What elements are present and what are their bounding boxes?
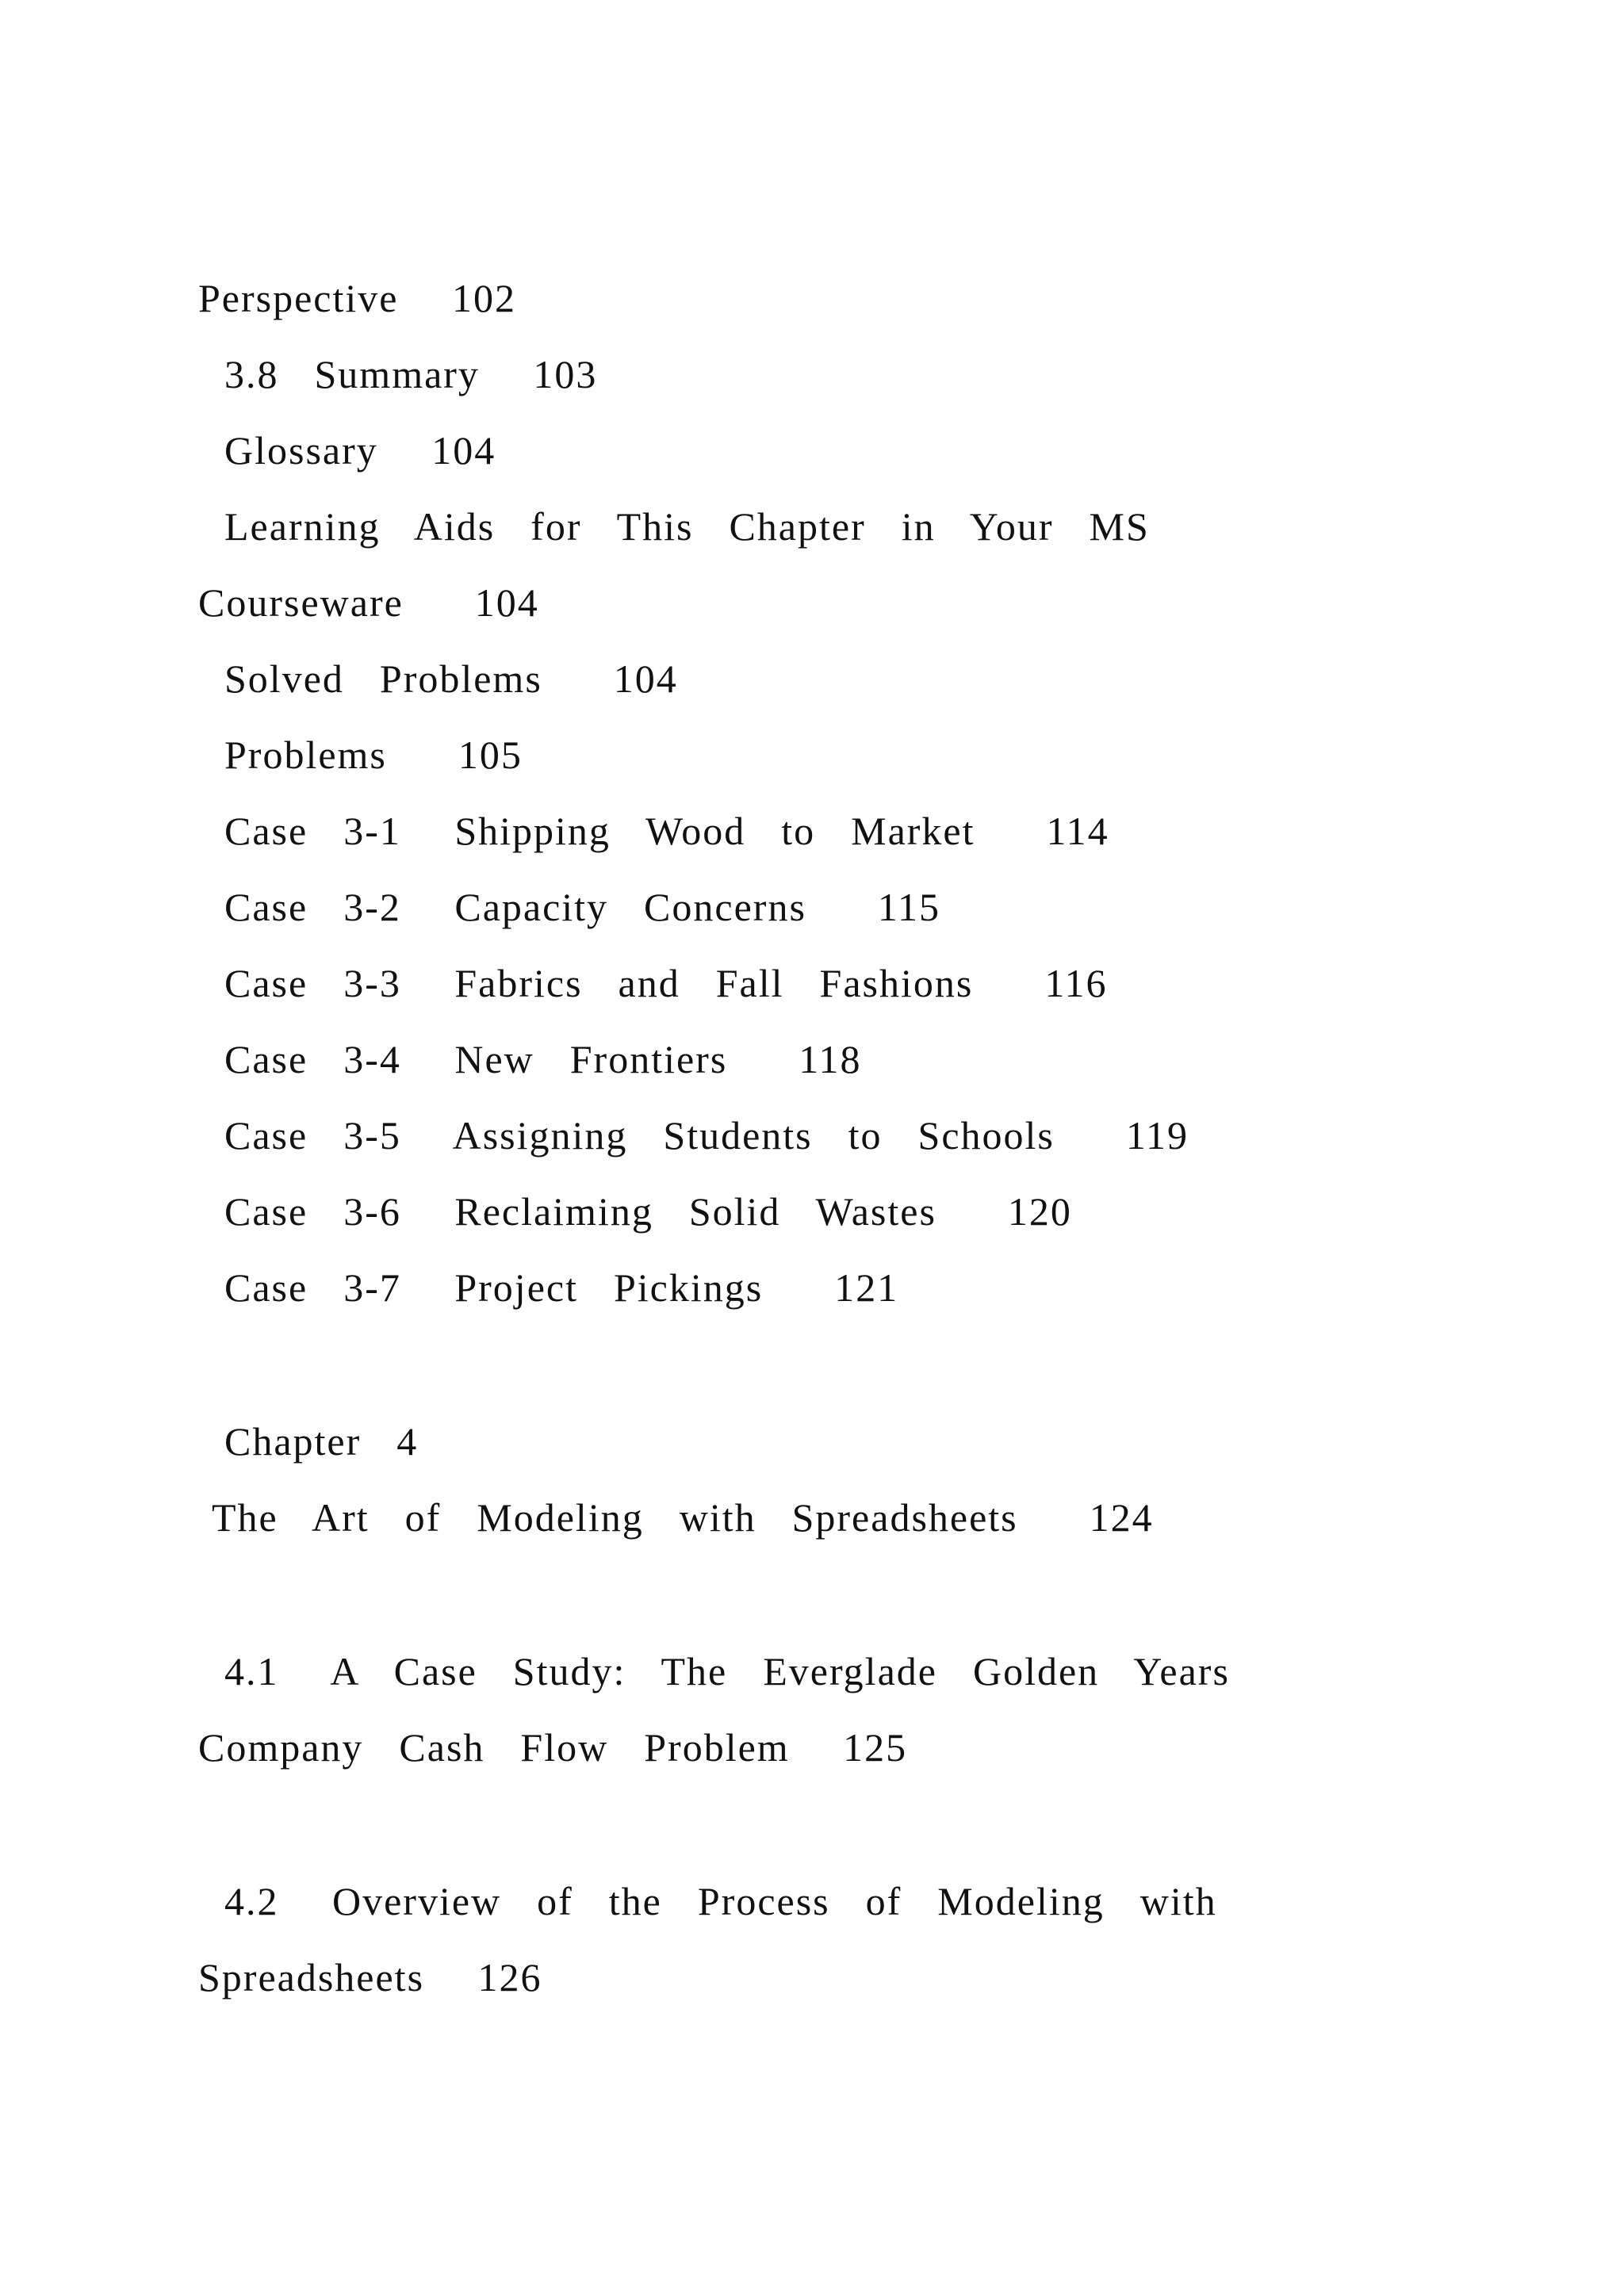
toc-entry-perspective: Perspective 102 — [198, 276, 516, 320]
toc-entry-case-3-5: Case 3-5 Assigning Students to Schools 119 — [224, 1113, 1189, 1158]
toc-entry-glossary: Glossary 104 — [224, 428, 496, 473]
toc-entry-case-3-1: Case 3-1 Shipping Wood to Market 114 — [224, 809, 1109, 853]
toc-entry-case-3-7: Case 3-7 Project Pickings 121 — [224, 1265, 899, 1310]
toc-entry-learning-aids: Learning Aids for This Chapter in Your MS — [224, 504, 1150, 549]
chapter-heading: Chapter 4 — [224, 1419, 419, 1464]
toc-entry-learning-aids-continued: Courseware 104 — [198, 580, 539, 625]
toc-entry-solved-problems: Solved Problems 104 — [224, 656, 678, 701]
toc-entry-problems: Problems 105 — [224, 733, 523, 777]
toc-entry-case-3-2: Case 3-2 Capacity Concerns 115 — [224, 885, 941, 929]
toc-entry-4-1-continued: Company Cash Flow Problem 125 — [198, 1725, 908, 1770]
toc-entry-case-3-4: Case 3-4 New Frontiers 118 — [224, 1037, 862, 1081]
toc-entry-4-2-continued: Spreadsheets 126 — [198, 1955, 542, 1999]
toc-entry-case-3-3: Case 3-3 Fabrics and Fall Fashions 116 — [224, 961, 1108, 1005]
chapter-title: The Art of Modeling with Spreadsheets 124 — [212, 1495, 1154, 1540]
toc-entry-4-1: 4.1 A Case Study: The Everglade Golden Years — [224, 1649, 1230, 1693]
toc-entry-case-3-6: Case 3-6 Reclaiming Solid Wastes 120 — [224, 1189, 1072, 1234]
toc-entry-4-2: 4.2 Overview of the Process of Modeling with — [224, 1879, 1217, 1923]
toc-entry-summary: 3.8 Summary 103 — [224, 352, 598, 396]
